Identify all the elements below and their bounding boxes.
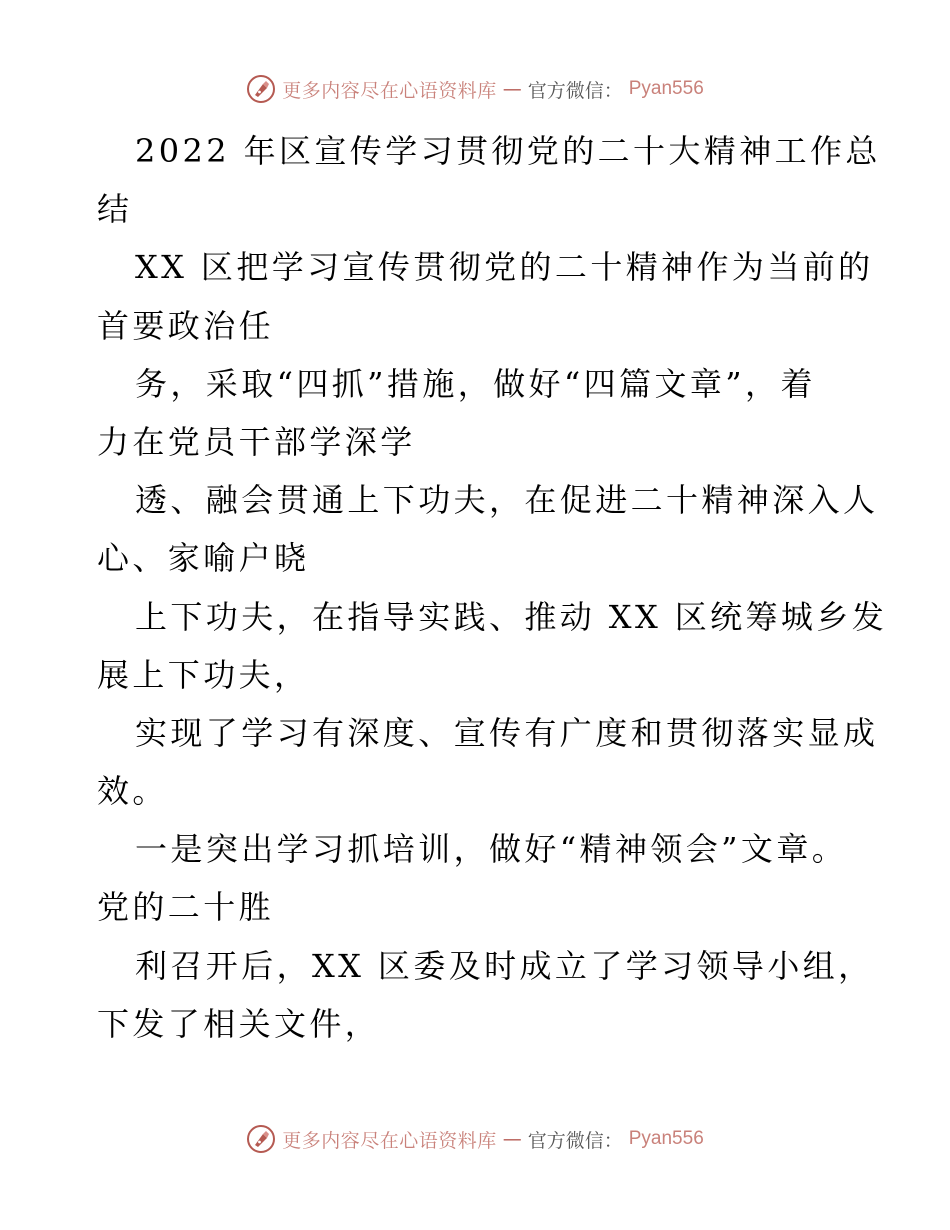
watermark-brand: 更多内容尽在心语资料库 xyxy=(282,79,497,102)
paragraph-line: 心、家喻户晓 xyxy=(97,539,310,578)
watermark-wechat-id: Pyan556 xyxy=(628,78,704,99)
watermark-separator: — xyxy=(502,78,522,100)
watermark-separator: — xyxy=(502,1128,522,1150)
watermark-wechat-label: 官方微信： xyxy=(527,79,623,102)
paragraph-line: 务，采取“四抓”措施，做好“四篇文章”，着 xyxy=(135,364,816,403)
paragraph-line: 透、融会贯通上下功夫，在促进二十精神深入人 xyxy=(135,481,879,520)
paragraph-line: 首要政治任 xyxy=(97,306,275,345)
paragraph-line: 利召开后，XX 区委及时成立了学习领导小组， xyxy=(135,946,874,985)
paragraph-line: 力在党员干部学深学 xyxy=(97,422,416,461)
paragraph-line: 实现了学习有深度、宣传有广度和贯彻落实显成 xyxy=(135,713,879,752)
watermark-brand: 更多内容尽在心语资料库 xyxy=(282,1129,497,1152)
paragraph-line: 结 xyxy=(97,190,133,229)
paragraph-line: 效。 xyxy=(97,772,168,811)
paragraph-line: 下发了相关文件， xyxy=(97,1004,381,1043)
paragraph-line: 一是突出学习抓培训，做好“精神领会”文章。 xyxy=(135,830,848,869)
paragraph-line: XX 区把学习宣传贯彻党的二十精神作为当前的 xyxy=(135,248,874,287)
document-body xyxy=(97,122,888,1053)
watermark-wechat-label: 官方微信： xyxy=(527,1129,623,1152)
paragraph-line: 2022 年区宣传学习贯彻党的二十大精神工作总 xyxy=(135,132,881,170)
paragraph-line: 展上下功夫， xyxy=(97,655,310,694)
footer-watermark xyxy=(0,1124,950,1154)
pen-nib-logo-icon xyxy=(246,74,276,104)
header-watermark xyxy=(0,74,950,104)
pen-nib-logo-icon xyxy=(246,1124,276,1154)
paragraph-line: 上下功夫，在指导实践、推动 XX 区统筹城乡发 xyxy=(135,597,888,636)
watermark-wechat-id: Pyan556 xyxy=(628,1128,704,1149)
paragraph-line: 党的二十胜 xyxy=(97,888,275,927)
